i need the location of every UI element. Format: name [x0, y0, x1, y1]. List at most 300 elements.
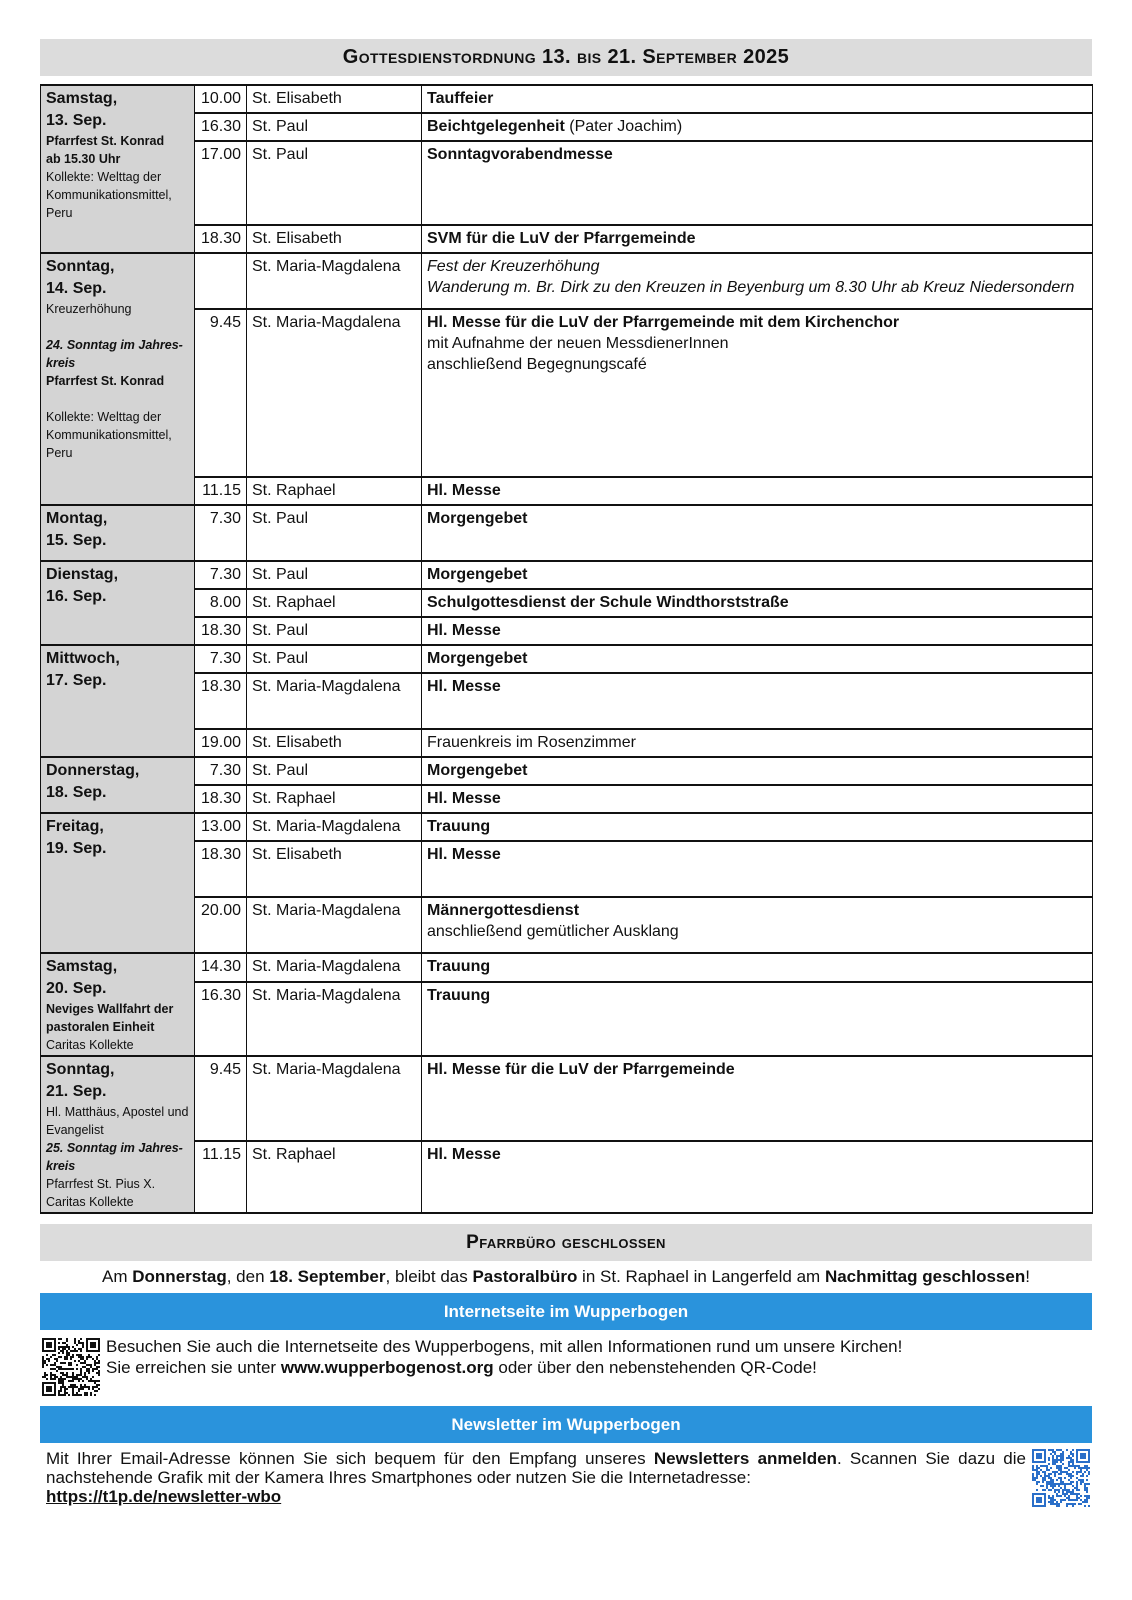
qr-module: [1064, 1499, 1066, 1501]
schedule-row: [41, 897, 1093, 953]
time-cell: 18.30: [195, 841, 247, 897]
qr-module: [1050, 1473, 1052, 1475]
qr-module: [1084, 1485, 1086, 1487]
event-line: mit Aufnahme der neuen MessdienerInnen: [427, 335, 729, 352]
qr-module: [1074, 1467, 1076, 1469]
event-line: Sonntagvorabendmesse: [427, 146, 613, 163]
qr-module: [1046, 1467, 1048, 1469]
qr-module: [1056, 1465, 1058, 1467]
qr-module: [68, 1354, 70, 1356]
qr-module: [56, 1376, 58, 1378]
qr-module: [1070, 1491, 1072, 1493]
qr-module: [1074, 1503, 1076, 1505]
qr-module: [42, 1356, 44, 1358]
qr-module: [66, 1358, 68, 1360]
office-notice-part: Am: [102, 1267, 133, 1286]
qr-module: [1076, 1471, 1078, 1473]
qr-module: [1088, 1471, 1090, 1473]
qr-module: [96, 1368, 98, 1370]
qr-module: [1056, 1505, 1058, 1507]
qr-module: [1066, 1493, 1068, 1495]
qr-module: [96, 1356, 98, 1358]
qr-module: [1048, 1477, 1050, 1479]
qr-module: [1078, 1471, 1080, 1473]
qr-module: [1046, 1483, 1048, 1485]
qr-module: [90, 1380, 92, 1382]
qr-module: [1072, 1503, 1074, 1505]
qr-module: [1036, 1489, 1038, 1491]
qr-module: [54, 1378, 56, 1380]
qr-module: [62, 1342, 64, 1344]
qr-module: [42, 1364, 44, 1366]
qr-module: [1084, 1471, 1086, 1473]
qr-module: [1070, 1451, 1072, 1453]
qr-module: [60, 1388, 62, 1390]
event-line: Hl. Messe für die LuV der Pfarrgemeinde: [427, 1061, 735, 1078]
qr-module: [80, 1374, 82, 1376]
qr-module: [1068, 1491, 1070, 1493]
qr-module: [1042, 1479, 1044, 1481]
qr-module: [1056, 1455, 1058, 1457]
qr-module: [98, 1384, 100, 1386]
qr-module: [80, 1394, 82, 1396]
qr-module: [1052, 1463, 1054, 1465]
day-name: Donnerstag,: [46, 762, 140, 779]
event-line: Männergottesdienst: [427, 902, 580, 919]
qr-module: [72, 1368, 74, 1370]
time-cell: 7.30: [195, 757, 247, 785]
day-name: Dienstag,: [46, 566, 119, 583]
qr-module: [1042, 1489, 1044, 1491]
qr-module: [1060, 1499, 1062, 1501]
qr-module: [74, 1342, 76, 1344]
qr-module: [1052, 1499, 1054, 1501]
qr-module: [1086, 1499, 1088, 1501]
qr-module: [60, 1362, 62, 1364]
day-note: 25. Sonntag im Jahres-: [46, 1141, 183, 1155]
qr-module: [66, 1372, 68, 1374]
qr-module: [84, 1374, 86, 1376]
event-line: Hl. Messe für die LuV der Pfarrgemeinde mit dem Kirchenchor: [427, 314, 900, 331]
day-note: kreis: [46, 1159, 76, 1173]
qr-module: [1050, 1503, 1052, 1505]
church-cell: St. Elisabeth: [247, 85, 422, 113]
qr-module: [1058, 1491, 1060, 1493]
qr-module: [58, 1382, 60, 1384]
qr-module: [88, 1364, 90, 1366]
qr-module: [88, 1388, 90, 1390]
qr-module: [1068, 1489, 1070, 1491]
qr-module: [70, 1384, 72, 1386]
qr-module: [88, 1370, 90, 1372]
newsletter-qr-code[interactable]: [1032, 1449, 1090, 1507]
event-line: anschließend gemütlicher Ausklang: [427, 923, 679, 940]
office-notice-part: Pastoralbüro: [472, 1267, 578, 1286]
qr-module: [98, 1372, 100, 1374]
qr-module: [78, 1342, 80, 1344]
qr-module: [90, 1392, 92, 1394]
event-cell: [422, 673, 1093, 729]
qr-module: [76, 1394, 78, 1396]
qr-module: [1070, 1475, 1072, 1477]
qr-module: [1052, 1461, 1054, 1463]
qr-finder-inner: [46, 1342, 52, 1348]
qr-module: [1088, 1495, 1090, 1497]
qr-module: [96, 1372, 98, 1374]
day-date: 21. Sep.: [46, 1083, 107, 1100]
qr-module: [1060, 1479, 1062, 1481]
qr-module: [1054, 1491, 1056, 1493]
schedule-row: [41, 477, 1093, 505]
qr-module: [1064, 1495, 1066, 1497]
qr-module: [1036, 1473, 1038, 1475]
time-cell: 17.00: [195, 141, 247, 225]
qr-module: [1084, 1505, 1086, 1507]
church-cell: St. Elisabeth: [247, 225, 422, 253]
qr-module: [56, 1358, 58, 1360]
qr-module: [66, 1354, 68, 1356]
qr-module: [74, 1384, 76, 1386]
qr-module: [1046, 1475, 1048, 1477]
qr-module: [66, 1340, 68, 1342]
qr-module: [1054, 1485, 1056, 1487]
qr-module: [1058, 1503, 1060, 1505]
event-line: Morgengebet: [427, 510, 528, 527]
qr-module: [1072, 1455, 1074, 1457]
event-cell: [422, 729, 1093, 757]
qr-module: [72, 1354, 74, 1356]
qr-module: [50, 1356, 52, 1358]
qr-module: [1068, 1475, 1070, 1477]
qr-module: [64, 1362, 66, 1364]
time-cell: 10.00: [195, 85, 247, 113]
qr-module: [68, 1364, 70, 1366]
qr-module: [1058, 1467, 1060, 1469]
qr-module: [82, 1376, 84, 1378]
qr-module: [1072, 1485, 1074, 1487]
qr-module: [82, 1346, 84, 1348]
qr-module: [80, 1354, 82, 1356]
day-note: Kommunikationsmittel,: [46, 428, 172, 442]
qr-module: [94, 1386, 96, 1388]
qr-module: [1046, 1487, 1048, 1489]
qr-module: [96, 1384, 98, 1386]
qr-module: [46, 1364, 48, 1366]
qr-module: [1066, 1449, 1068, 1451]
qr-module: [58, 1348, 60, 1350]
qr-module: [1072, 1505, 1074, 1507]
qr-module: [70, 1362, 72, 1364]
qr-module: [1078, 1497, 1080, 1499]
office-notice-part: Nachmittag geschlossen: [824, 1267, 1026, 1286]
qr-module: [60, 1350, 62, 1352]
day-note: Kollekte: Welttag der: [46, 410, 162, 424]
church-cell: St. Elisabeth: [247, 841, 422, 897]
office-closed-notice: [40, 1261, 1092, 1293]
qr-module: [1068, 1495, 1070, 1497]
qr-module: [1086, 1475, 1088, 1477]
qr-module: [1050, 1489, 1052, 1491]
newsletter-url-link[interactable]: https://t1p.de/newsletter-wbo: [46, 1487, 282, 1506]
qr-module: [1070, 1483, 1072, 1485]
newsletter-text: [46, 1449, 1026, 1506]
qr-module: [94, 1368, 96, 1370]
qr-module: [1074, 1465, 1076, 1467]
qr-module: [1070, 1473, 1072, 1475]
event-line: Hl. Messe: [427, 790, 501, 807]
event-cell: [422, 309, 1093, 477]
qr-module: [1052, 1455, 1054, 1457]
qr-module: [94, 1362, 96, 1364]
website-qr-code[interactable]: [42, 1338, 100, 1396]
schedule-row: [41, 953, 1093, 982]
qr-module: [84, 1392, 86, 1394]
qr-module: [64, 1390, 66, 1392]
qr-module: [1062, 1451, 1064, 1453]
event-cell: [422, 897, 1093, 953]
qr-module: [1048, 1449, 1050, 1451]
qr-module: [1036, 1467, 1038, 1469]
qr-module: [82, 1358, 84, 1360]
qr-module: [60, 1380, 62, 1382]
qr-module: [1078, 1493, 1080, 1495]
qr-module: [88, 1386, 90, 1388]
qr-module: [1064, 1487, 1066, 1489]
qr-module: [1058, 1505, 1060, 1507]
qr-module: [1056, 1493, 1058, 1495]
qr-module: [58, 1390, 60, 1392]
time-cell: 16.30: [195, 113, 247, 141]
qr-module: [1036, 1475, 1038, 1477]
qr-module: [68, 1394, 70, 1396]
qr-module: [46, 1354, 48, 1356]
qr-module: [1062, 1455, 1064, 1457]
qr-module: [86, 1358, 88, 1360]
qr-module: [86, 1370, 88, 1372]
qr-module: [1076, 1485, 1078, 1487]
qr-module: [1080, 1503, 1082, 1505]
qr-module: [72, 1390, 74, 1392]
schedule-row: [41, 141, 1093, 225]
qr-module: [1036, 1469, 1038, 1471]
qr-module: [1066, 1505, 1068, 1507]
qr-module: [1044, 1473, 1046, 1475]
qr-module: [1072, 1465, 1074, 1467]
qr-module: [72, 1376, 74, 1378]
qr-module: [64, 1388, 66, 1390]
event-line: Schulgottesdienst der Schule Windthorststraße: [427, 594, 789, 611]
qr-module: [1054, 1471, 1056, 1473]
qr-module: [1054, 1453, 1056, 1455]
qr-module: [1034, 1477, 1036, 1479]
qr-module: [1058, 1469, 1060, 1471]
qr-module: [80, 1350, 82, 1352]
day-note: Kommunikationsmittel,: [46, 188, 172, 202]
qr-module: [48, 1360, 50, 1362]
church-cell: St. Raphael: [247, 589, 422, 617]
event-line: SVM für die LuV der Pfarrgemeinde: [427, 230, 696, 247]
qr-module: [1088, 1473, 1090, 1475]
qr-module: [72, 1378, 74, 1380]
qr-module: [1072, 1499, 1074, 1501]
qr-module: [76, 1364, 78, 1366]
qr-module: [1072, 1471, 1074, 1473]
qr-module: [76, 1374, 78, 1376]
church-cell: St. Paul: [247, 645, 422, 673]
qr-module: [72, 1394, 74, 1396]
schedule-table: [40, 84, 1093, 1214]
qr-module: [1064, 1489, 1066, 1491]
qr-module: [74, 1376, 76, 1378]
time-cell: 14.30: [195, 953, 247, 982]
qr-module: [78, 1374, 80, 1376]
church-cell: St. Maria-Magdalena: [247, 813, 422, 841]
qr-module: [1054, 1475, 1056, 1477]
qr-module: [78, 1340, 80, 1342]
qr-module: [1086, 1489, 1088, 1491]
schedule-row: [41, 645, 1093, 673]
qr-module: [1088, 1505, 1090, 1507]
qr-module: [64, 1356, 66, 1358]
qr-module: [44, 1376, 46, 1378]
schedule-row: [41, 757, 1093, 785]
schedule-row: [41, 673, 1093, 729]
qr-module: [1084, 1495, 1086, 1497]
day-note: pastoralen Einheit: [46, 1020, 155, 1034]
qr-module: [1070, 1459, 1072, 1461]
day-note: Neviges Wallfahrt der: [46, 1002, 174, 1016]
qr-module: [1066, 1457, 1068, 1459]
time-cell: 13.00: [195, 813, 247, 841]
event-line: Trauung: [427, 818, 491, 835]
qr-module: [1056, 1471, 1058, 1473]
schedule-row: [41, 505, 1093, 561]
time-cell: 18.30: [195, 225, 247, 253]
qr-module: [1080, 1469, 1082, 1471]
qr-module: [1072, 1453, 1074, 1455]
church-cell: St. Paul: [247, 561, 422, 589]
day-cell: [41, 645, 195, 757]
schedule-row: [41, 225, 1093, 253]
church-cell: St. Maria-Magdalena: [247, 953, 422, 982]
qr-module: [1044, 1471, 1046, 1473]
qr-module: [54, 1368, 56, 1370]
qr-module: [1044, 1489, 1046, 1491]
qr-module: [1056, 1449, 1058, 1451]
day-note: 24. Sonntag im Jahres-: [46, 338, 183, 352]
qr-module: [48, 1358, 50, 1360]
qr-module: [64, 1392, 66, 1394]
qr-module: [80, 1338, 82, 1340]
qr-module: [1074, 1499, 1076, 1501]
day-note-spacer: [46, 390, 189, 408]
qr-module: [1066, 1491, 1068, 1493]
qr-module: [1048, 1489, 1050, 1491]
website-line-2-post: oder über den nebenstehenden QR-Code!: [493, 1358, 817, 1377]
qr-module: [66, 1374, 68, 1376]
event-line: Wanderung m. Br. Dirk zu den Kreuzen in Beyenburg um 8.30 Uhr ab Kreuz Niedersondern: [427, 279, 1075, 296]
qr-module: [1052, 1501, 1054, 1503]
time-cell: 11.15: [195, 1141, 247, 1213]
qr-module: [1076, 1481, 1078, 1483]
page: [40, 39, 1092, 1535]
qr-module: [1052, 1481, 1054, 1483]
qr-module: [78, 1390, 80, 1392]
qr-module: [1060, 1473, 1062, 1475]
qr-module: [1060, 1455, 1062, 1457]
qr-module: [66, 1376, 68, 1378]
qr-module: [1084, 1489, 1086, 1491]
qr-module: [82, 1344, 84, 1346]
qr-module: [82, 1388, 84, 1390]
qr-module: [52, 1378, 54, 1380]
qr-module: [1062, 1453, 1064, 1455]
schedule-row: [41, 729, 1093, 757]
qr-module: [72, 1350, 74, 1352]
qr-module: [98, 1354, 100, 1356]
qr-module: [98, 1380, 100, 1382]
newsletter-text-pre: Mit Ihrer Email-Adresse können Sie sich bequem für den Empfang unseres: [46, 1449, 654, 1468]
website-url-link[interactable]: www.wupperbogenost.org: [280, 1358, 494, 1377]
qr-module: [82, 1342, 84, 1344]
qr-module: [1072, 1489, 1074, 1491]
qr-module: [84, 1362, 86, 1364]
qr-module: [1058, 1477, 1060, 1479]
day-note: ab 15.30 Uhr: [46, 152, 121, 166]
qr-module: [1038, 1473, 1040, 1475]
qr-module: [1082, 1475, 1084, 1477]
qr-module: [68, 1386, 70, 1388]
qr-module: [86, 1394, 88, 1396]
qr-module: [1088, 1483, 1090, 1485]
event-cell: [422, 113, 1093, 141]
qr-module: [1068, 1499, 1070, 1501]
schedule-row: [41, 253, 1093, 309]
qr-module: [80, 1358, 82, 1360]
schedule-row: [41, 617, 1093, 645]
qr-module: [1068, 1483, 1070, 1485]
church-cell: St. Maria-Magdalena: [247, 673, 422, 729]
church-cell: St. Paul: [247, 757, 422, 785]
qr-module: [1056, 1467, 1058, 1469]
qr-module: [1058, 1485, 1060, 1487]
time-cell: 8.00: [195, 589, 247, 617]
qr-module: [72, 1380, 74, 1382]
event-cell: [422, 141, 1093, 225]
qr-module: [1080, 1483, 1082, 1485]
qr-module: [76, 1378, 78, 1380]
day-note: Caritas Kollekte: [46, 1038, 134, 1052]
qr-module: [1070, 1477, 1072, 1479]
qr-module: [1060, 1487, 1062, 1489]
qr-module: [1034, 1469, 1036, 1471]
qr-module: [96, 1390, 98, 1392]
qr-module: [60, 1368, 62, 1370]
qr-module: [1050, 1449, 1052, 1451]
qr-module: [1072, 1493, 1074, 1495]
qr-module: [1082, 1467, 1084, 1469]
event-line: Frauenkreis im Rosenzimmer: [427, 734, 636, 751]
qr-module: [1052, 1495, 1054, 1497]
qr-module: [1084, 1499, 1086, 1501]
qr-module: [1056, 1489, 1058, 1491]
website-line-2-pre: Sie erreichen sie unter: [106, 1358, 281, 1377]
qr-module: [1064, 1467, 1066, 1469]
qr-module: [66, 1350, 68, 1352]
day-note: Kreuzerhöhung: [46, 302, 132, 316]
qr-module: [90, 1366, 92, 1368]
day-date: 14. Sep.: [46, 280, 107, 297]
